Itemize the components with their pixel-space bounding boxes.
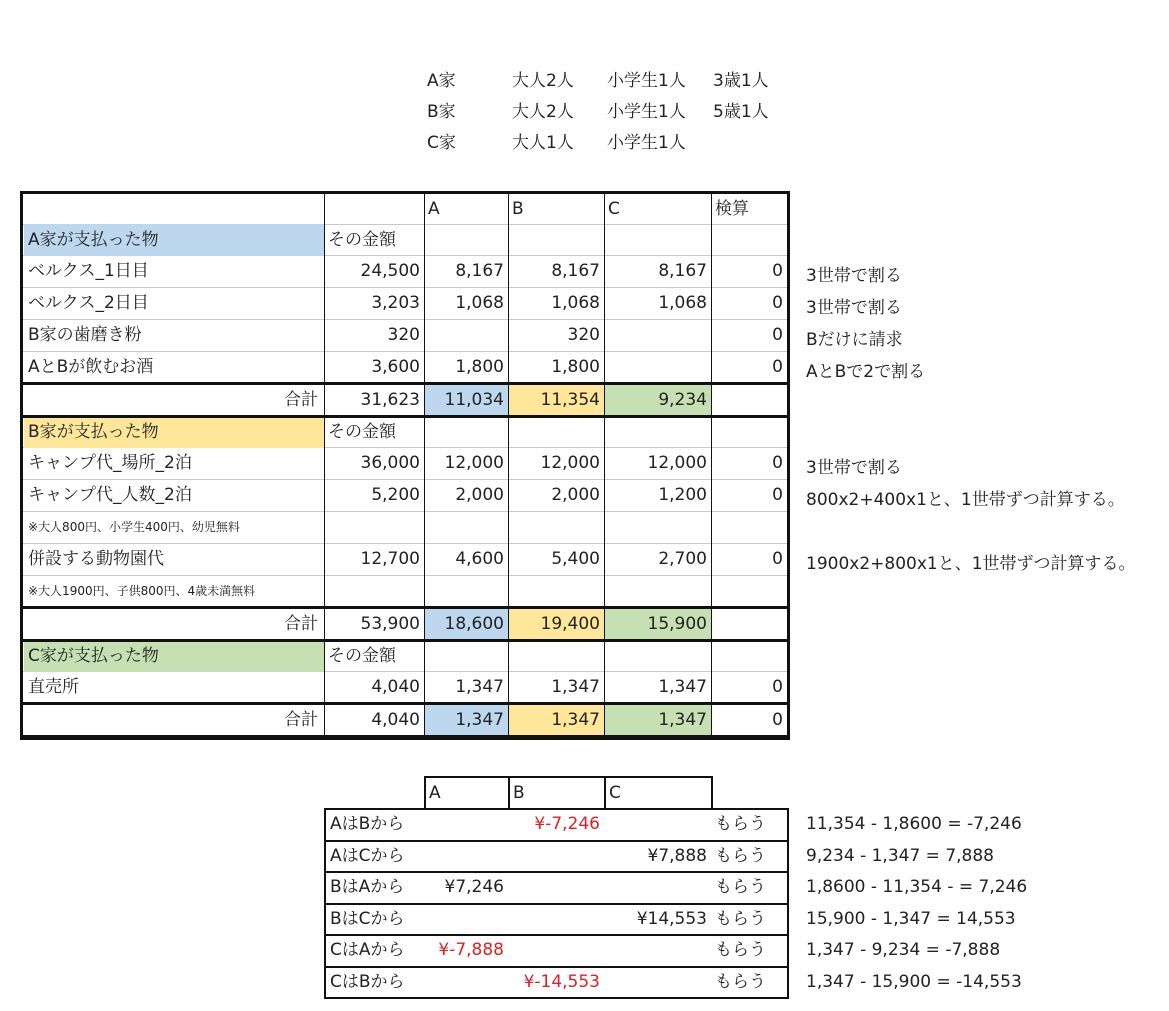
settle-column-separator [604, 776, 606, 808]
item-amount[interactable]: 12,700 [360, 549, 420, 569]
settle-amount-a[interactable]: ¥-7,888 [438, 940, 504, 960]
column-separator [324, 193, 325, 737]
total-border-bottom [22, 639, 789, 642]
item-label[interactable]: ベルクス_2日目 [28, 293, 149, 313]
settle-amount-a[interactable] [424, 808, 508, 840]
total-border-top [22, 606, 789, 609]
share-c[interactable] [604, 351, 711, 383]
column-separator [604, 193, 605, 737]
settle-amount-b[interactable] [508, 934, 604, 966]
settle-label[interactable]: BはAから [330, 877, 405, 897]
share-a[interactable]: 1,347 [455, 677, 504, 697]
check-value[interactable]: 0 [772, 677, 783, 697]
settle-verb[interactable]: もらう [715, 877, 766, 897]
table-border-left [20, 191, 23, 740]
item-note: 800x2+400x1と、1世帯ずつ計算する。 [806, 490, 1125, 510]
share-b[interactable]: 1,800 [551, 357, 600, 377]
item-amount[interactable] [324, 511, 424, 543]
family-info-child: 3歳1人 [713, 71, 769, 91]
settle-formula: 11,354 - 1,8600 = -7,246 [806, 814, 1022, 834]
settle-row-line [324, 840, 787, 842]
item-label[interactable]: B家の歯磨き粉 [28, 325, 142, 345]
share-b[interactable]: 1,347 [551, 677, 600, 697]
settle-amount-c[interactable] [604, 934, 711, 966]
settle-row-line [324, 808, 787, 810]
settle-formula: 1,347 - 15,900 = -14,553 [806, 971, 1022, 992]
settle-row-line [324, 903, 787, 905]
family-info-students: 小学生1人 [607, 102, 686, 122]
total-label[interactable]: 合計 [284, 614, 318, 634]
share-a[interactable]: 1,800 [455, 357, 504, 377]
share-a[interactable]: 2,000 [455, 485, 504, 505]
share-a[interactable]: 8,167 [455, 261, 504, 281]
settle-amount-c[interactable]: ¥7,888 [647, 845, 707, 866]
item-note: 3世帯で割る [806, 458, 902, 478]
share-a[interactable]: 1,068 [455, 293, 504, 313]
total-c[interactable]: 1,347 [605, 704, 711, 736]
column-separator [508, 193, 509, 737]
settle-label[interactable]: CはAから [330, 940, 405, 960]
total-c[interactable]: 9,234 [605, 384, 711, 416]
settle-formula: 15,900 - 1,347 = 14,553 [806, 908, 1016, 929]
share-b[interactable] [508, 511, 604, 543]
total-amount[interactable]: 4,040 [371, 710, 420, 730]
settle-amount-b[interactable] [508, 840, 604, 872]
share-b[interactable]: 2,000 [551, 485, 600, 505]
item-amount[interactable]: 3,203 [371, 293, 420, 313]
settle-amount-c[interactable] [604, 808, 711, 840]
share-c[interactable] [604, 511, 711, 543]
share-b[interactable] [508, 575, 604, 607]
settle-border-left [324, 808, 326, 999]
family-info-name: C家 [427, 133, 456, 153]
total-border-top [22, 702, 789, 705]
settle-amount-b[interactable] [508, 903, 604, 935]
share-c[interactable]: 2,700 [658, 549, 707, 569]
settle-amount-c[interactable] [604, 871, 711, 903]
family-info-students: 小学生1人 [607, 71, 686, 91]
family-info-name: B家 [427, 102, 456, 122]
total-amount[interactable]: 53,900 [360, 614, 420, 634]
share-c[interactable]: 1,200 [658, 485, 707, 505]
share-b[interactable]: 8,167 [551, 261, 600, 281]
column-header-check[interactable]: 検算 [715, 199, 749, 219]
settle-column-header-c[interactable]: C [609, 783, 621, 803]
settle-row-line [324, 934, 787, 936]
item-note: 3世帯で割る [806, 266, 902, 286]
total-check[interactable] [711, 608, 787, 640]
settle-label[interactable]: AはCから [330, 845, 405, 866]
item-label[interactable]: 直売所 [28, 677, 79, 697]
item-label[interactable]: キャンプ代_人数_2泊 [28, 485, 192, 505]
settle-border-right [787, 808, 789, 999]
column-header-a[interactable]: A [428, 199, 440, 219]
total-a[interactable]: 11,034 [425, 384, 508, 416]
section-title[interactable]: A家が支払った物 [24, 224, 324, 256]
item-amount[interactable]: 4,040 [371, 677, 420, 697]
settle-column-separator [508, 776, 510, 808]
item-label[interactable]: ベルクス_1日目 [28, 261, 149, 281]
settle-column-header-a[interactable]: A [429, 783, 441, 803]
settle-row-line [324, 997, 788, 999]
check-value[interactable]: 0 [772, 325, 783, 345]
check-value[interactable] [711, 575, 787, 607]
settle-amount-a[interactable] [424, 903, 508, 935]
total-border-bottom [22, 415, 789, 418]
check-value[interactable]: 0 [772, 261, 783, 281]
column-header-c[interactable]: C [608, 199, 620, 219]
share-a[interactable] [424, 511, 508, 543]
settle-amount-b[interactable]: ¥-7,246 [534, 814, 600, 834]
item-label[interactable]: AとBが飲むお酒 [28, 357, 154, 377]
settle-verb[interactable]: もらう [715, 908, 766, 929]
check-value[interactable]: 0 [772, 453, 783, 473]
total-amount[interactable]: 31,623 [360, 390, 420, 410]
settle-label[interactable]: BはCから [330, 908, 405, 929]
column-header-b[interactable]: B [512, 199, 524, 219]
share-c[interactable]: 8,167 [658, 261, 707, 281]
settle-amount-c[interactable] [604, 966, 711, 998]
share-a[interactable]: 12,000 [444, 453, 504, 473]
settle-label[interactable]: AはBから [330, 814, 405, 834]
family-info-child: 5歳1人 [713, 102, 769, 122]
section-title[interactable]: C家が支払った物 [24, 640, 324, 672]
column-separator [711, 193, 712, 737]
settle-row-line [324, 871, 787, 873]
item-label[interactable]: 併設する動物園代 [28, 549, 164, 569]
settle-column-separator [711, 776, 713, 808]
check-value[interactable]: 0 [772, 485, 783, 505]
item-label[interactable]: ※大人800円、小学生400円、幼児無料 [28, 520, 240, 534]
item-amount[interactable]: 3,600 [371, 357, 420, 377]
total-b[interactable]: 1,347 [509, 704, 604, 736]
item-label[interactable]: キャンプ代_場所_2泊 [28, 453, 192, 473]
share-b[interactable]: 1,068 [551, 293, 600, 313]
settle-row-line [324, 966, 787, 968]
settle-formula: 9,234 - 1,347 = 7,888 [806, 845, 994, 866]
table-border-right [787, 191, 790, 740]
share-a[interactable]: 4,600 [455, 549, 504, 569]
family-info-name: A家 [427, 71, 456, 91]
total-b[interactable]: 11,354 [509, 384, 604, 416]
share-a[interactable] [424, 575, 508, 607]
settle-formula: 1,8600 - 11,354 - = 7,246 [806, 877, 1028, 897]
total-border-top [22, 382, 789, 385]
share-b[interactable]: 5,400 [551, 549, 600, 569]
settle-verb[interactable]: もらう [715, 971, 766, 992]
total-a[interactable]: 18,600 [425, 608, 508, 640]
share-c[interactable]: 12,000 [647, 453, 707, 473]
table-border-bottom [20, 737, 789, 740]
total-c[interactable]: 15,900 [605, 608, 711, 640]
item-amount[interactable]: 24,500 [360, 261, 420, 281]
item-label[interactable]: ※大人1900円、子供800円、4歳未満無料 [28, 584, 256, 598]
item-note: AとBで2で割る [806, 362, 926, 382]
settle-verb[interactable]: もらう [715, 940, 766, 960]
share-b[interactable]: 320 [567, 325, 600, 345]
settle-amount-a[interactable] [424, 840, 508, 872]
settle-column-separator [424, 776, 426, 808]
settle-amount-b[interactable] [508, 871, 604, 903]
section-title[interactable]: B家が支払った物 [24, 416, 324, 448]
column-separator [424, 193, 425, 737]
check-value[interactable]: 0 [772, 549, 783, 569]
share-c[interactable] [604, 575, 711, 607]
check-value[interactable]: 0 [772, 357, 783, 377]
share-c[interactable] [604, 319, 711, 351]
total-label[interactable]: 合計 [284, 390, 318, 410]
total-check[interactable]: 0 [772, 710, 783, 730]
check-value[interactable]: 0 [772, 293, 783, 313]
item-note: 1900x2+800x1と、1世帯ずつ計算する。 [806, 554, 1136, 574]
item-amount[interactable]: 5,200 [371, 485, 420, 505]
item-amount[interactable] [324, 575, 424, 607]
total-check[interactable] [711, 384, 787, 416]
table-border-top [20, 191, 789, 194]
total-b[interactable]: 19,400 [509, 608, 604, 640]
item-amount[interactable]: 36,000 [360, 453, 420, 473]
family-info-adults: 大人2人 [512, 71, 574, 91]
settle-amount-a[interactable] [424, 966, 508, 998]
settle-verb[interactable]: もらう [715, 814, 766, 834]
settle-formula: 1,347 - 9,234 = -7,888 [806, 940, 1001, 960]
check-value[interactable] [711, 511, 787, 543]
settle-label[interactable]: CはBから [330, 971, 405, 992]
settle-column-header-b[interactable]: B [513, 783, 525, 803]
item-amount[interactable]: 320 [387, 325, 420, 345]
share-c[interactable]: 1,068 [658, 293, 707, 313]
share-c[interactable]: 1,347 [658, 677, 707, 697]
settle-verb[interactable]: もらう [715, 845, 766, 866]
family-info-adults: 大人1人 [512, 133, 574, 153]
amount-header[interactable]: その金額 [328, 646, 396, 666]
item-note: Bだけに請求 [806, 330, 903, 350]
item-note: 3世帯で割る [806, 298, 902, 318]
settle-amount-b[interactable]: ¥-14,553 [523, 971, 600, 992]
family-info-adults: 大人2人 [512, 102, 574, 122]
share-b[interactable]: 12,000 [540, 453, 600, 473]
amount-header[interactable]: その金額 [328, 230, 396, 250]
family-info-students: 小学生1人 [607, 133, 686, 153]
settle-amount-c[interactable]: ¥14,553 [636, 908, 707, 929]
settle-amount-a[interactable]: ¥7,246 [444, 877, 504, 897]
total-a[interactable]: 1,347 [425, 704, 508, 736]
total-label[interactable]: 合計 [284, 710, 318, 730]
amount-header[interactable]: その金額 [328, 422, 396, 442]
share-a[interactable] [424, 319, 508, 351]
